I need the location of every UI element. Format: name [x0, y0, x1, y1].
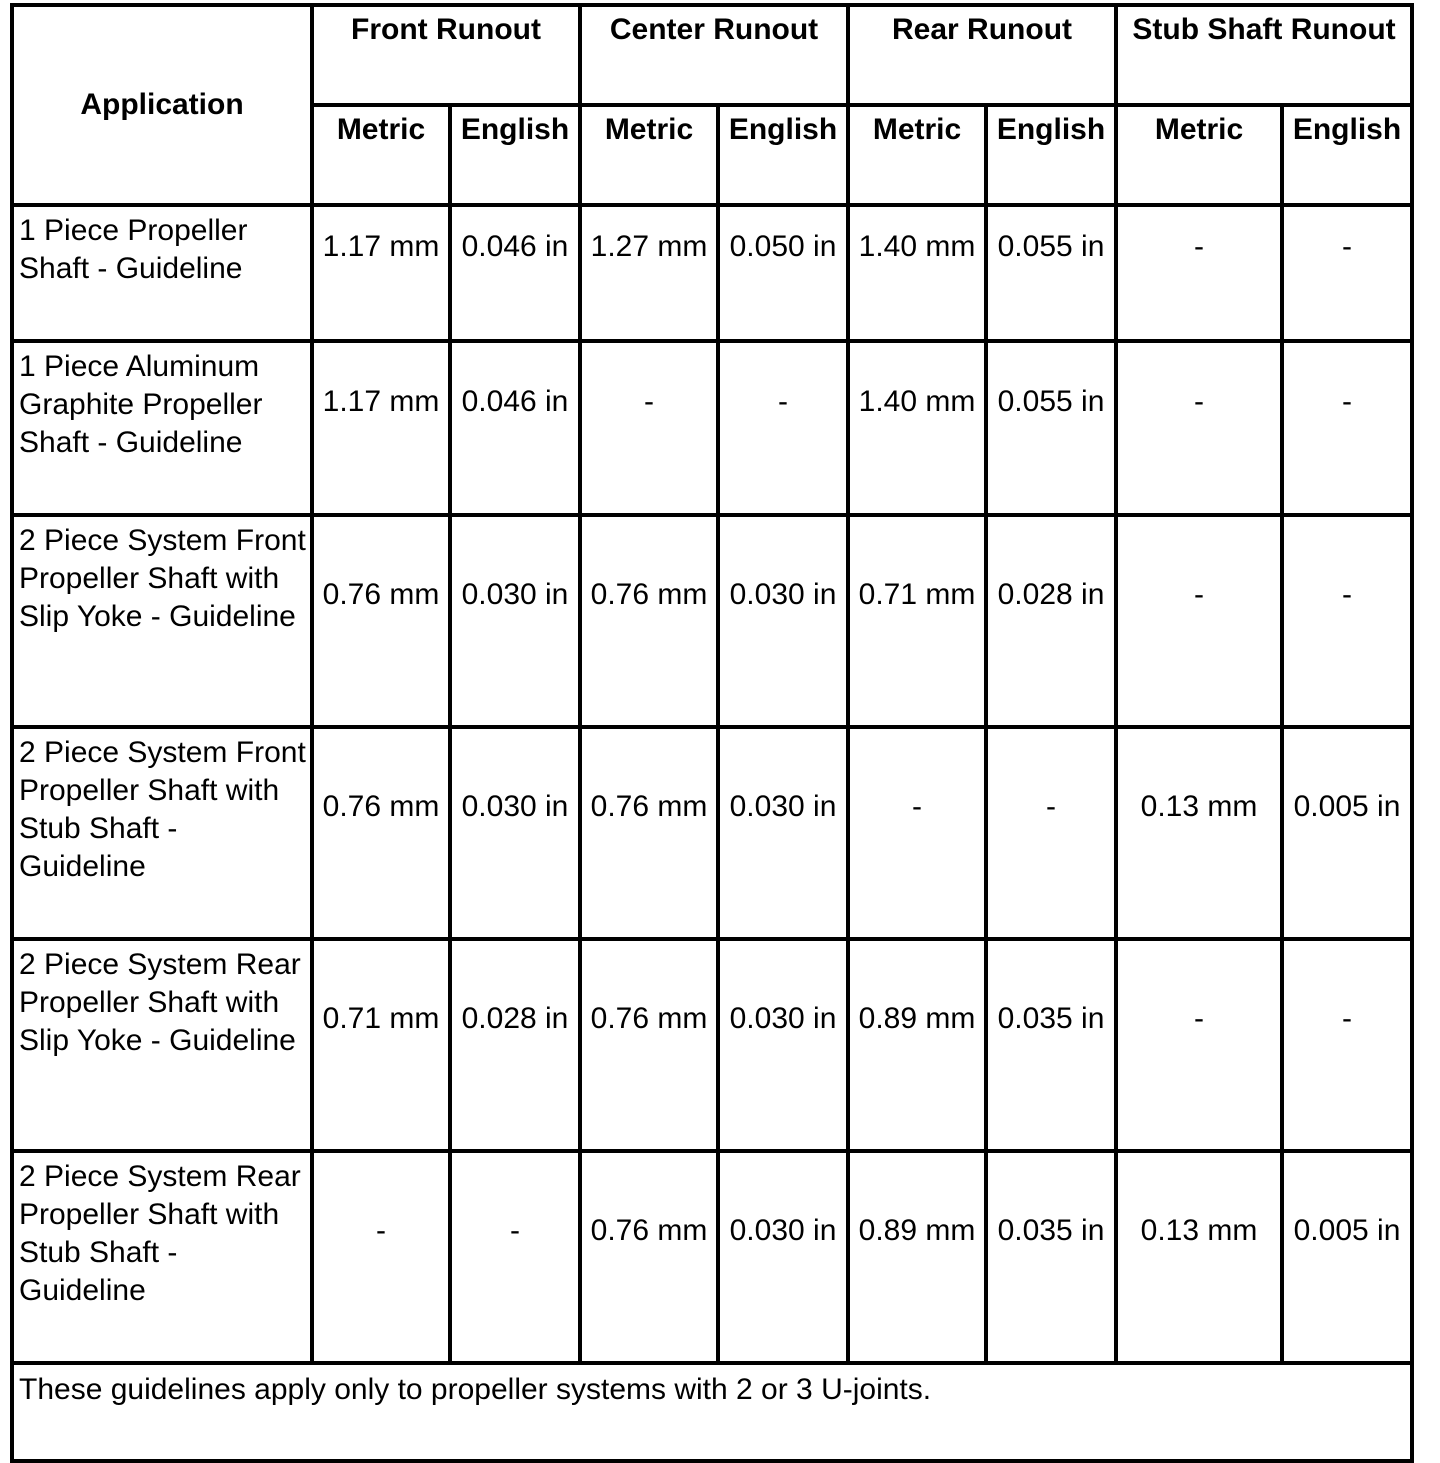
front-english-cell: 0.046 in	[450, 205, 580, 341]
application-cell: 1 Piece Propeller Shaft - Guideline	[12, 205, 312, 341]
rear-metric-cell: 0.89 mm	[848, 939, 986, 1151]
center-metric-cell: 0.76 mm	[580, 515, 718, 727]
front-metric-cell: 0.76 mm	[312, 515, 450, 727]
application-header: Application	[12, 5, 312, 205]
front-english-cell: 0.030 in	[450, 727, 580, 939]
rear-metric-cell: 0.89 mm	[848, 1151, 986, 1363]
table-row	[12, 727, 1412, 939]
table-row	[12, 341, 1412, 515]
rear-metric-cell: 1.40 mm	[848, 341, 986, 515]
front-english-header: English	[450, 105, 580, 205]
stub-shaft-runout-header: Stub Shaft Runout	[1116, 5, 1412, 105]
rear-english-cell: 0.028 in	[986, 515, 1116, 727]
rear-runout-header: Rear Runout	[848, 5, 1116, 105]
center-metric-cell: 0.76 mm	[580, 727, 718, 939]
front-metric-cell: 0.76 mm	[312, 727, 450, 939]
front-english-cell: 0.046 in	[450, 341, 580, 515]
front-english-cell: -	[450, 1151, 580, 1363]
rear-metric-header: Metric	[848, 105, 986, 205]
application-cell: 2 Piece System Rear Propeller Shaft with Slip Yoke - Guideline	[12, 939, 312, 1151]
stub-english-header: English	[1282, 105, 1412, 205]
center-metric-cell: 0.76 mm	[580, 1151, 718, 1363]
front-metric-cell: 1.17 mm	[312, 205, 450, 341]
front-runout-header: Front Runout	[312, 5, 580, 105]
stub-english-cell: -	[1282, 205, 1412, 341]
table-row	[12, 205, 1412, 341]
rear-english-cell: -	[986, 727, 1116, 939]
stub-metric-cell: -	[1116, 515, 1282, 727]
stub-metric-header: Metric	[1116, 105, 1282, 205]
center-metric-header: Metric	[580, 105, 718, 205]
center-english-cell: 0.050 in	[718, 205, 848, 341]
application-cell: 2 Piece System Front Propeller Shaft with Stub Shaft - Guideline	[12, 727, 312, 939]
table-row	[12, 1151, 1412, 1363]
rear-english-header: English	[986, 105, 1116, 205]
center-english-cell: -	[718, 341, 848, 515]
stub-metric-cell: -	[1116, 939, 1282, 1151]
table-row	[12, 939, 1412, 1151]
application-cell: 2 Piece System Front Propeller Shaft with Slip Yoke - Guideline	[12, 515, 312, 727]
front-metric-cell: -	[312, 1151, 450, 1363]
stub-metric-cell: -	[1116, 205, 1282, 341]
rear-english-cell: 0.035 in	[986, 1151, 1116, 1363]
front-metric-header: Metric	[312, 105, 450, 205]
application-cell: 2 Piece System Rear Propeller Shaft with Stub Shaft - Guideline	[12, 1151, 312, 1363]
application-cell: 1 Piece Aluminum Graphite Propeller Shaft - Guideline	[12, 341, 312, 515]
table-row	[12, 515, 1412, 727]
group-header-row	[12, 5, 1412, 105]
stub-english-cell: 0.005 in	[1282, 1151, 1412, 1363]
stub-metric-cell: 0.13 mm	[1116, 1151, 1282, 1363]
stub-metric-cell: 0.13 mm	[1116, 727, 1282, 939]
center-english-cell: 0.030 in	[718, 515, 848, 727]
center-metric-cell: 1.27 mm	[580, 205, 718, 341]
center-english-header: English	[718, 105, 848, 205]
center-english-cell: 0.030 in	[718, 1151, 848, 1363]
front-metric-cell: 1.17 mm	[312, 341, 450, 515]
rear-english-cell: 0.055 in	[986, 205, 1116, 341]
center-metric-cell: 0.76 mm	[580, 939, 718, 1151]
center-english-cell: 0.030 in	[718, 727, 848, 939]
front-english-cell: 0.030 in	[450, 515, 580, 727]
stub-english-cell: -	[1282, 341, 1412, 515]
rear-english-cell: 0.055 in	[986, 341, 1116, 515]
stub-english-cell: -	[1282, 515, 1412, 727]
stub-english-cell: 0.005 in	[1282, 727, 1412, 939]
center-english-cell: 0.030 in	[718, 939, 848, 1151]
front-english-cell: 0.028 in	[450, 939, 580, 1151]
center-runout-header: Center Runout	[580, 5, 848, 105]
stub-english-cell: -	[1282, 939, 1412, 1151]
rear-metric-cell: 0.71 mm	[848, 515, 986, 727]
stub-metric-cell: -	[1116, 341, 1282, 515]
runout-spec-table	[10, 3, 1414, 1463]
guideline-note: These guidelines apply only to propeller systems with 2 or 3 U-joints.	[12, 1363, 1412, 1461]
note-row	[12, 1363, 1412, 1461]
rear-english-cell: 0.035 in	[986, 939, 1116, 1151]
front-metric-cell: 0.71 mm	[312, 939, 450, 1151]
center-metric-cell: -	[580, 341, 718, 515]
rear-metric-cell: -	[848, 727, 986, 939]
rear-metric-cell: 1.40 mm	[848, 205, 986, 341]
